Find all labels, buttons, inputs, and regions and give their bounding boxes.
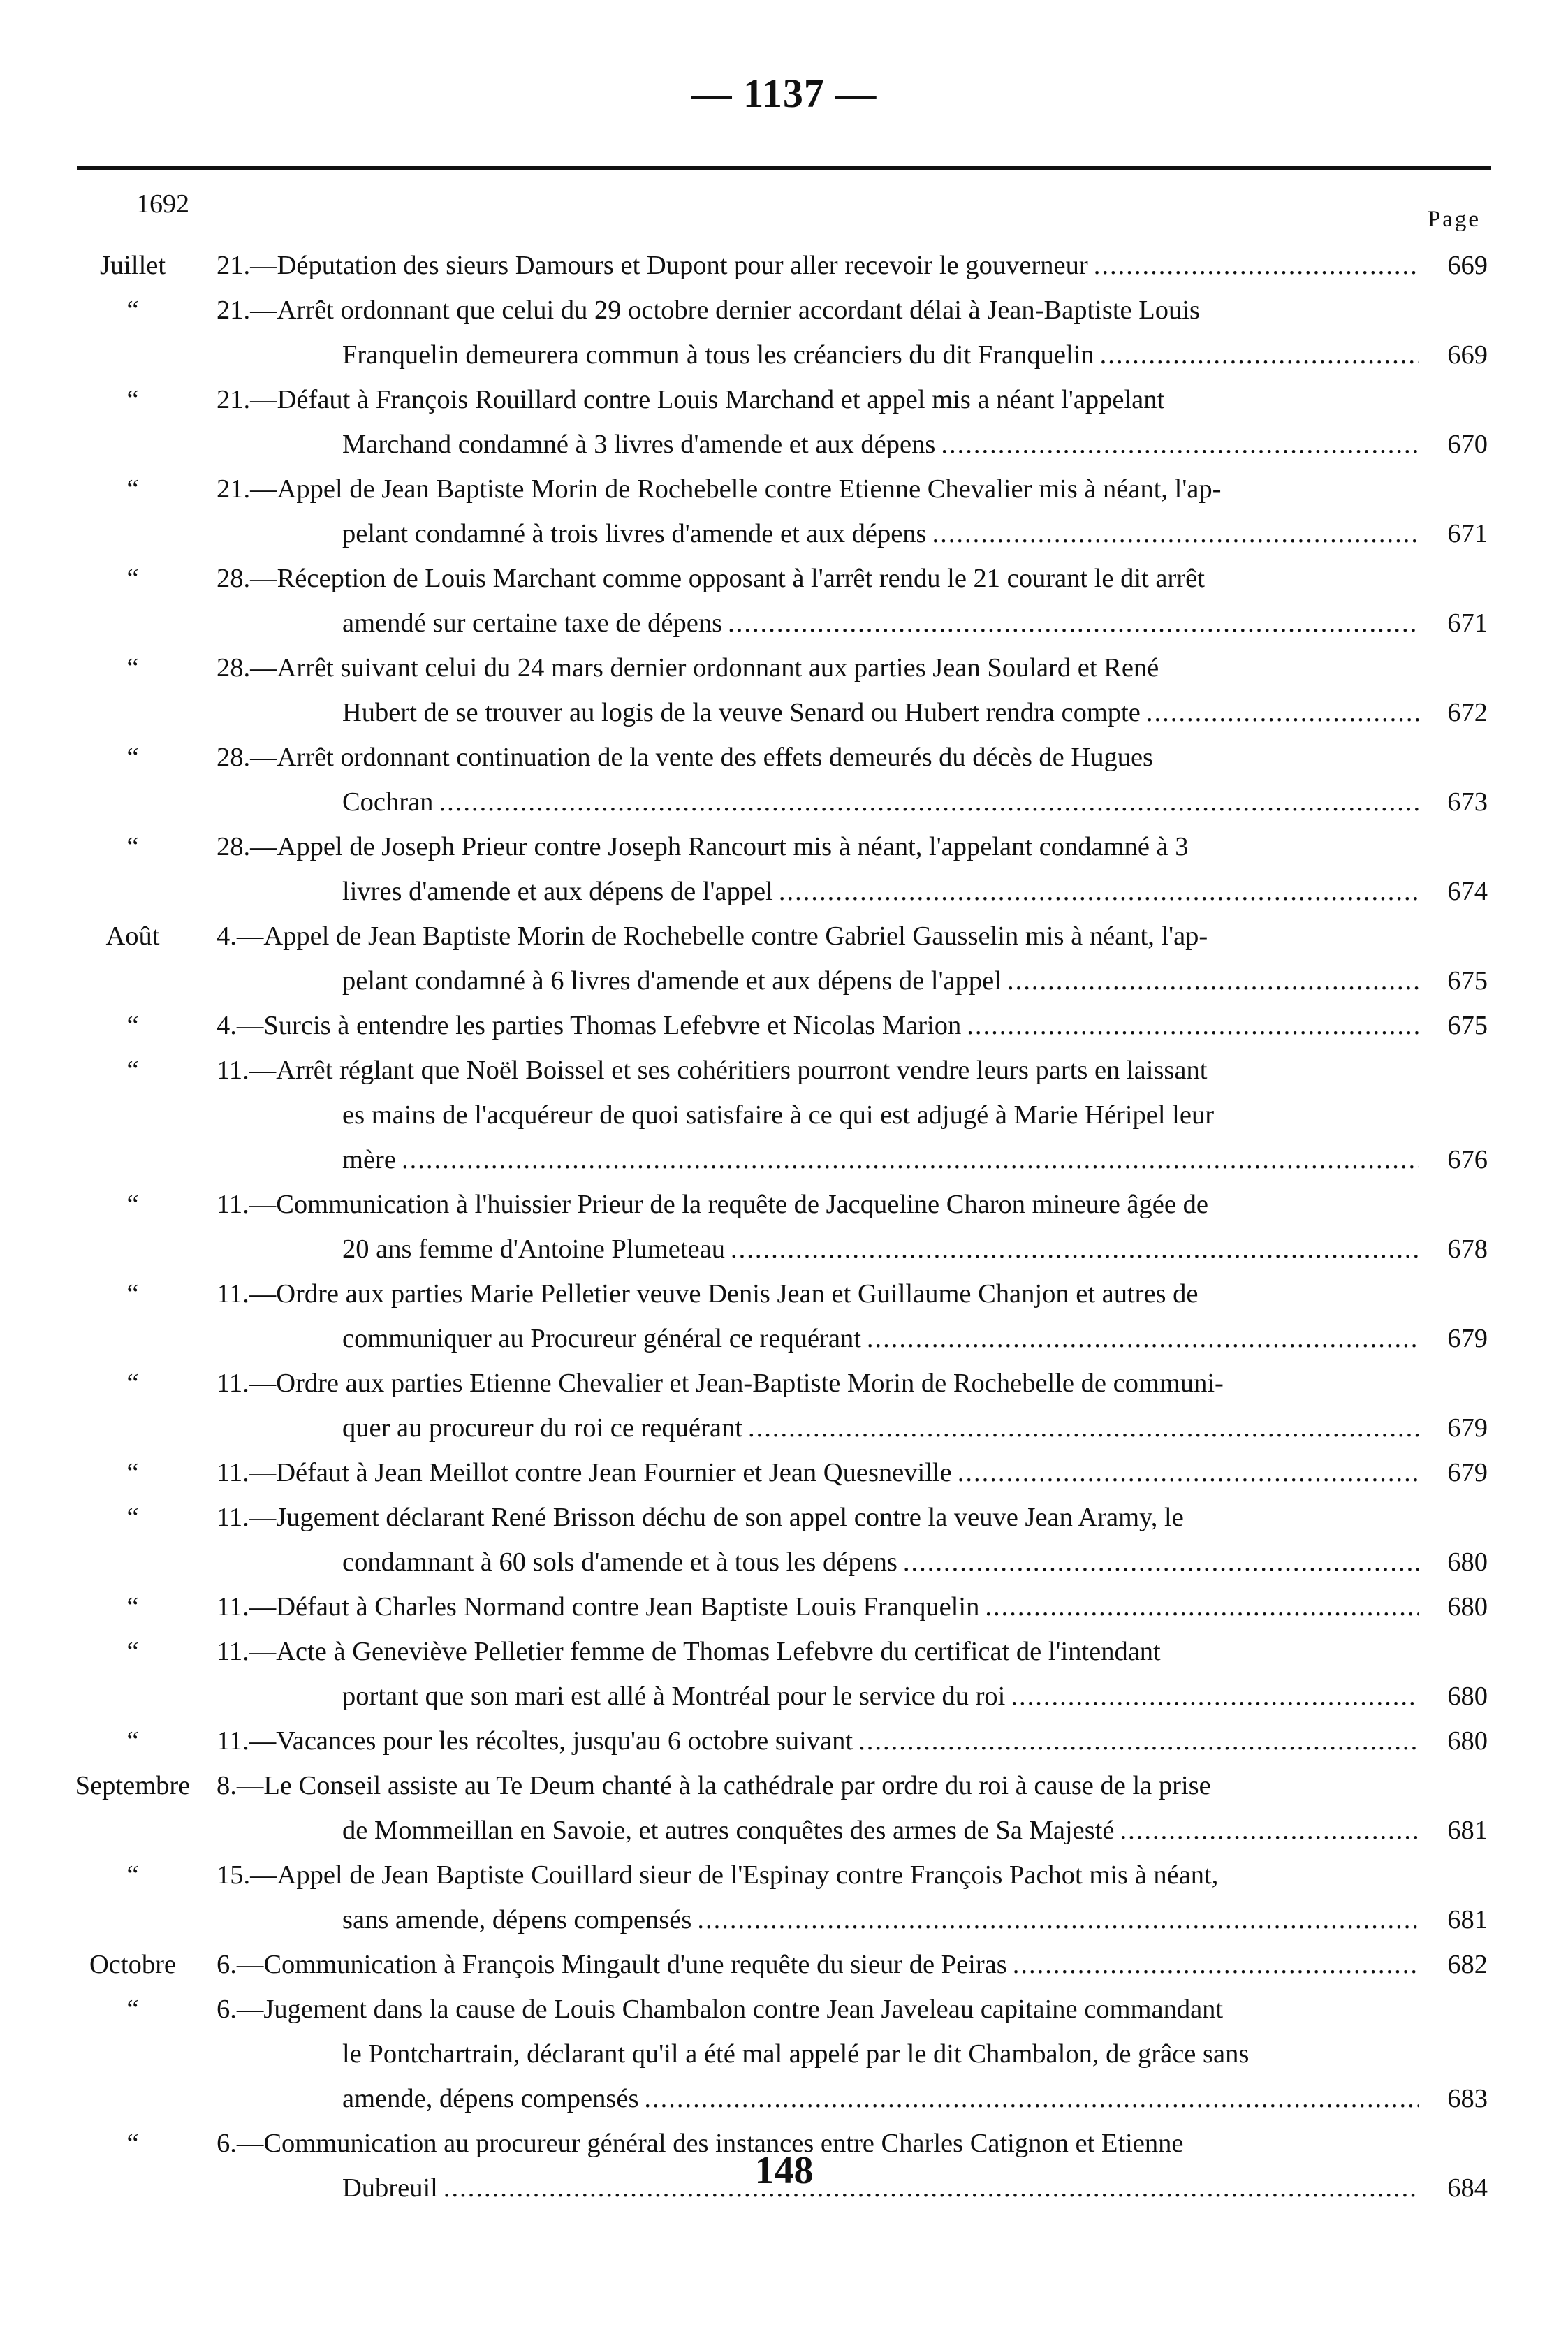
- entry-text: mère: [342, 1145, 396, 1174]
- entry-line: [49, 1674, 1488, 1719]
- entry-line: [49, 1450, 1488, 1495]
- dot-leader: [1011, 1674, 1419, 1719]
- entry-line: [49, 1316, 1488, 1361]
- entry-month: “: [126, 1011, 139, 1040]
- entry-line: [49, 1003, 1488, 1048]
- entry-text: 11.—Jugement déclarant René Brisson déchu de son appel contre la veuve Jean Aramy, le: [217, 1503, 1184, 1532]
- entry-text: quer au procureur du roi ce requérant: [342, 1413, 742, 1443]
- dot-leader: [958, 1450, 1419, 1495]
- entry-month: “: [126, 1592, 139, 1622]
- index-entry: [49, 1763, 1488, 1853]
- dot-leader: [941, 422, 1419, 467]
- entry-page-number: 676: [1447, 1145, 1488, 1174]
- entry-text: pelant condamné à 6 livres d'amende et aux dépens de l'appel: [342, 966, 1002, 996]
- entry-text: 6.—Communication au procureur général des instances entre Charles Catignon et Etienne: [217, 2129, 1184, 2158]
- index-entries: [49, 243, 1488, 2210]
- dot-leader: [932, 511, 1419, 556]
- entry-text: Cochran: [342, 787, 434, 817]
- entry-page-number: 673: [1447, 787, 1488, 817]
- dot-leader: [748, 1406, 1419, 1450]
- entry-line: [49, 1853, 1488, 1897]
- entry-line: [49, 780, 1488, 824]
- index-entry: [49, 1048, 1488, 1182]
- entry-line: [49, 1093, 1488, 1137]
- entry-page-number: 681: [1447, 1816, 1488, 1845]
- entry-line: [49, 735, 1488, 780]
- index-entry: [49, 1495, 1488, 1584]
- entry-page-number: 679: [1447, 1324, 1488, 1353]
- year-label: 1692: [136, 189, 189, 219]
- entry-month: “: [126, 385, 139, 414]
- entry-line: [49, 1808, 1488, 1853]
- entry-page-number: 671: [1447, 519, 1488, 548]
- entry-text: sans amende, dépens compensés: [342, 1905, 692, 1934]
- entry-line: [49, 1406, 1488, 1450]
- entry-text: 21.—Députation des sieurs Damours et Dupont pour aller recevoir le gouverneur: [217, 251, 1088, 280]
- dot-leader: [1094, 243, 1419, 288]
- entry-page-number: 671: [1447, 608, 1488, 638]
- entry-line: [49, 1719, 1488, 1763]
- entry-text: livres d'amende et aux dépens de l'appel: [342, 877, 773, 906]
- entry-month: Septembre: [75, 1771, 191, 1800]
- entry-page-number: 669: [1447, 251, 1488, 280]
- entry-page-number: 684: [1447, 2173, 1488, 2203]
- entry-text: 11.—Arrêt réglant que Noël Boissel et ses cohéritiers pourront vendre leurs parts en laissant: [217, 1056, 1208, 1085]
- entry-line: [49, 377, 1488, 422]
- entry-line: [49, 1137, 1488, 1182]
- dot-leader: [697, 1897, 1419, 1942]
- index-entry: [49, 1361, 1488, 1450]
- index-entry: [49, 1584, 1488, 1629]
- entry-month: Octobre: [89, 1950, 176, 1979]
- entry-text: 11.—Défaut à Jean Meillot contre Jean Fournier et Jean Quesneville: [217, 1458, 952, 1487]
- entry-line: [49, 2076, 1488, 2121]
- entry-text: le Pontchartrain, déclarant qu'il a été mal appelé par le dit Chambalon, de grâce sans: [342, 2039, 1250, 2069]
- entry-text: 28.—Appel de Joseph Prieur contre Joseph Rancourt mis à néant, l'appelant condamné à 3: [217, 832, 1189, 861]
- entry-text: 4.—Surcis à entendre les parties Thomas Lefebvre et Nicolas Marion: [217, 1011, 962, 1040]
- entry-line: [49, 1540, 1488, 1584]
- entry-line: [49, 914, 1488, 959]
- entry-text: 11.—Acte à Geneviève Pelletier femme de Thomas Lefebvre du certificat de l'intendant: [217, 1637, 1161, 1666]
- entry-line: [49, 1584, 1488, 1629]
- entry-month: “: [126, 1279, 139, 1309]
- index-entry: [49, 1629, 1488, 1719]
- entry-line: [49, 243, 1488, 288]
- entry-text: amendé sur certaine taxe de dépens: [342, 608, 723, 638]
- entry-text: pelant condamné à trois livres d'amende et aux dépens: [342, 519, 927, 548]
- dot-leader: [985, 1584, 1419, 1629]
- dot-leader: [1120, 1808, 1419, 1853]
- entry-page-number: 669: [1447, 340, 1488, 370]
- entry-month: “: [126, 1458, 139, 1487]
- entry-line: [49, 690, 1488, 735]
- entry-text: 11.—Ordre aux parties Etienne Chevalier et Jean-Baptiste Morin de Rochebelle de communi-: [217, 1369, 1224, 1398]
- signature-number: 148: [754, 2149, 814, 2192]
- entry-text: Hubert de se trouver au logis de la veuve Senard ou Hubert rendra compte: [342, 698, 1141, 727]
- entry-text: 11.—Vacances pour les récoltes, jusqu'au 6 octobre suivant: [217, 1726, 853, 1756]
- entry-text: Franquelin demeurera commun à tous les créanciers du dit Franquelin: [342, 340, 1094, 370]
- index-entry: [49, 824, 1488, 914]
- entry-page-number: 683: [1447, 2084, 1488, 2113]
- dot-leader: [1007, 959, 1419, 1003]
- index-entry: [49, 1719, 1488, 1763]
- entry-page-number: 681: [1447, 1905, 1488, 1934]
- index-entry: [49, 1450, 1488, 1495]
- entry-page-number: 672: [1447, 698, 1488, 727]
- entry-page-number: 679: [1447, 1458, 1488, 1487]
- entry-month: “: [126, 743, 139, 772]
- page-number: — 1137 —: [691, 71, 877, 116]
- entry-month: “: [126, 1369, 139, 1398]
- header-rule: [77, 166, 1491, 170]
- entry-text: 6.—Jugement dans la cause de Louis Chambalon contre Jean Javeleau capitaine commandant: [217, 1995, 1224, 2024]
- entry-text: 21.—Défaut à François Rouillard contre Louis Marchand et appel mis a néant l'appelant: [217, 385, 1165, 414]
- index-entry: [49, 1853, 1488, 1942]
- entry-line: [49, 646, 1488, 690]
- entry-line: [49, 1897, 1488, 1942]
- entry-line: [49, 556, 1488, 601]
- dot-leader: [731, 1227, 1419, 1271]
- index-entry: [49, 467, 1488, 556]
- entry-text: de Mommeillan en Savoie, et autres conquêtes des armes de Sa Majesté: [342, 1816, 1115, 1845]
- entry-text: Marchand condamné à 3 livres d'amende et aux dépens: [342, 430, 936, 459]
- entry-text: Dubreuil: [342, 2173, 438, 2203]
- entry-text: 28.—Réception de Louis Marchant comme opposant à l'arrêt rendu le 21 courant le dit arrêt: [217, 564, 1205, 593]
- entry-text: 11.—Ordre aux parties Marie Pelletier veuve Denis Jean et Guillaume Chanjon et autres de: [217, 1279, 1199, 1309]
- index-entry: [49, 1942, 1488, 1987]
- entry-page-number: 680: [1447, 1592, 1488, 1622]
- index-entry: [49, 1987, 1488, 2121]
- entry-month: “: [126, 1637, 139, 1666]
- entry-line: [49, 1227, 1488, 1271]
- entry-page-number: 678: [1447, 1234, 1488, 1264]
- entry-text: communiquer au Procureur général ce requérant: [342, 1324, 861, 1353]
- entry-text: 28.—Arrêt ordonnant continuation de la vente des effets demeurés du décès de Hugues: [217, 743, 1154, 772]
- entry-month: “: [126, 1503, 139, 1532]
- entry-page-number: 679: [1447, 1413, 1488, 1443]
- index-entry: [49, 735, 1488, 824]
- index-entry: [49, 377, 1488, 467]
- index-entry: [49, 1271, 1488, 1361]
- index-entry: [49, 1003, 1488, 1048]
- index-entry: [49, 914, 1488, 1003]
- entry-page-number: 680: [1447, 1682, 1488, 1711]
- entry-page-number: 670: [1447, 430, 1488, 459]
- dot-leader: [402, 1137, 1419, 1182]
- entry-line: [49, 1048, 1488, 1093]
- index-entry: [49, 288, 1488, 377]
- dot-leader: [1100, 333, 1419, 377]
- entry-text: condamnant à 60 sols d'amende et à tous les dépens: [342, 1547, 897, 1577]
- entry-page-number: 680: [1447, 1726, 1488, 1756]
- index-entry: [49, 556, 1488, 646]
- entry-month: “: [126, 1190, 139, 1219]
- entry-line: [49, 1271, 1488, 1316]
- entry-month: “: [126, 474, 139, 504]
- index-entry: [49, 243, 1488, 288]
- entry-line: [49, 1763, 1488, 1808]
- entry-line: [49, 959, 1488, 1003]
- entry-month: “: [126, 1995, 139, 2024]
- dot-leader: [858, 1719, 1419, 1763]
- entry-month: “: [126, 653, 139, 683]
- entry-text: 4.—Appel de Jean Baptiste Morin de Rochebelle contre Gabriel Gausselin mis à néant, l'ap-: [217, 921, 1208, 951]
- entry-line: [49, 511, 1488, 556]
- entry-month: “: [126, 832, 139, 861]
- entry-page-number: 682: [1447, 1950, 1488, 1979]
- dot-leader: [967, 1003, 1419, 1048]
- entry-month: “: [126, 1056, 139, 1085]
- entry-month: “: [126, 564, 139, 593]
- entry-month: “: [126, 296, 139, 325]
- entry-line: [49, 1629, 1488, 1674]
- entry-line: [49, 1182, 1488, 1227]
- entry-text: 11.—Défaut à Charles Normand contre Jean Baptiste Louis Franquelin: [217, 1592, 980, 1622]
- entry-text: 21.—Arrêt ordonnant que celui du 29 octobre dernier accordant délai à Jean-Baptiste Louis: [217, 296, 1200, 325]
- entry-page-number: 675: [1447, 1011, 1488, 1040]
- dot-leader: [439, 780, 1419, 824]
- dot-leader: [867, 1316, 1419, 1361]
- entry-line: [49, 1987, 1488, 2032]
- entry-line: [49, 288, 1488, 333]
- entry-line: [49, 1495, 1488, 1540]
- entry-text: 8.—Le Conseil assiste au Te Deum chanté à la cathédrale par ordre du roi à cause de la prise: [217, 1771, 1211, 1800]
- dot-leader: [644, 2076, 1419, 2121]
- entry-month: “: [126, 1726, 139, 1756]
- entry-line: [49, 869, 1488, 914]
- entry-text: es mains de l'acquéreur de quoi satisfaire à ce qui est adjugé à Marie Héripel leur: [342, 1100, 1215, 1130]
- entry-text: 21.—Appel de Jean Baptiste Morin de Rochebelle contre Etienne Chevalier mis à néant, l'ap-: [217, 474, 1222, 504]
- index-entry: [49, 1182, 1488, 1271]
- entry-line: [49, 601, 1488, 646]
- dot-leader: [903, 1540, 1419, 1584]
- entry-month: Août: [105, 921, 160, 951]
- entry-line: [49, 1361, 1488, 1406]
- entry-line: [49, 2032, 1488, 2076]
- entry-text: portant que son mari est allé à Montréal pour le service du roi: [342, 1682, 1006, 1711]
- dot-leader: [1146, 690, 1419, 735]
- page-column-header: Page: [1427, 207, 1481, 232]
- entry-text: 11.—Communication à l'huissier Prieur de la requête de Jacqueline Charon mineure âgée de: [217, 1190, 1208, 1219]
- entry-month: Juillet: [99, 251, 166, 280]
- entry-line: [49, 824, 1488, 869]
- dot-leader: [728, 601, 1419, 646]
- entry-line: [49, 1942, 1488, 1987]
- entry-page-number: 675: [1447, 966, 1488, 996]
- entry-text: 6.—Communication à François Mingault d'une requête du sieur de Peiras: [217, 1950, 1007, 1979]
- entry-line: [49, 422, 1488, 467]
- entry-text: amende, dépens compensés: [342, 2084, 639, 2113]
- entry-month: “: [126, 1860, 139, 1890]
- entry-page-number: 674: [1447, 877, 1488, 906]
- index-entry: [49, 646, 1488, 735]
- entry-line: [49, 333, 1488, 377]
- entry-text: 20 ans femme d'Antoine Plumeteau: [342, 1234, 725, 1264]
- entry-text: 28.—Arrêt suivant celui du 24 mars dernier ordonnant aux parties Jean Soulard et René: [217, 653, 1159, 683]
- entry-month: “: [126, 2129, 139, 2158]
- entry-line: [49, 467, 1488, 511]
- dot-leader: [779, 869, 1419, 914]
- entry-page-number: 680: [1447, 1547, 1488, 1577]
- dot-leader: [1013, 1942, 1419, 1987]
- entry-text: 15.—Appel de Jean Baptiste Couillard sieur de l'Espinay contre François Pachot mis à néant,: [217, 1860, 1219, 1890]
